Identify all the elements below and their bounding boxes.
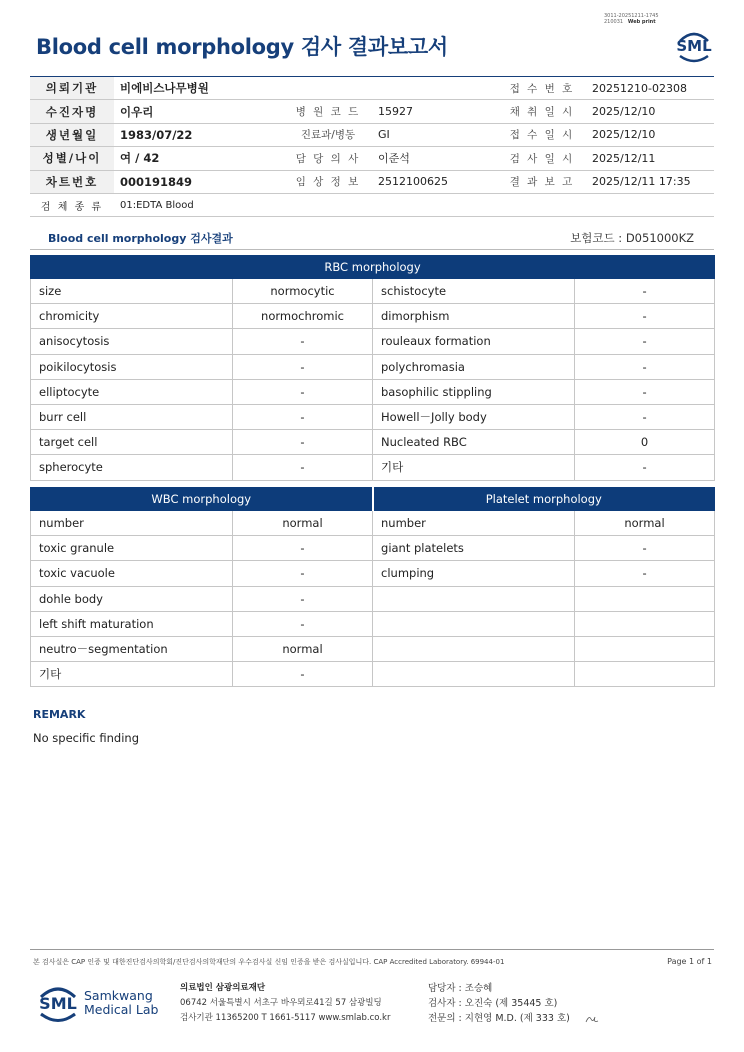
rbc-item-name: elliptocyte [31,379,233,404]
rbc-item-name: target cell [31,430,233,455]
clinical-info-label: 임 상 정 보 [284,170,372,193]
institution-label: 의뢰기관 [30,77,114,100]
receipt-no-label: 접 수 번 호 [498,77,586,100]
department-label: 진료과/병동 [284,123,372,146]
svg-text:SML: SML [39,994,77,1013]
certification-note: 본 검사실은 CAP 인증 및 대한진단검사의학회/진단검사의학재단의 우수검사실 신임 인증을 받은 검사실입니다. CAP Accredited Laboratory. 69944-01 [33,958,505,966]
platelet-item-value [575,636,715,661]
info-row [30,193,714,216]
info-row [30,170,714,193]
clinical-info-value: 2512100625 [372,170,498,193]
wbc-item-value: - [233,662,373,687]
organization-name: 의료법인 삼광의료재단 [180,983,266,993]
wbc-item-value: - [233,586,373,611]
info-row [30,100,714,123]
birth-date-value: 1983/07/22 [114,123,284,146]
report-date-label: 결 과 보 고 [498,170,586,193]
staff-in-charge: 담당자 : 조승혜 [428,983,493,994]
wbc-platelet-morphology-table [30,487,715,687]
examiner: 검사자 : 오진숙 (제 35445 호) [428,998,558,1009]
page-number: Page 1 of 1 [667,957,712,966]
table-row [31,561,715,586]
table-row [31,430,715,455]
rbc-item-name: size [31,279,233,304]
wbc-header: WBC morphology [31,488,373,511]
collection-date-value: 2025/12/10 [586,100,714,123]
table-row [31,536,715,561]
footer-divider [30,949,714,950]
rbc-item-name: polychromasia [373,354,575,379]
wbc-item-value: normal [233,511,373,536]
rbc-item-name: Howell－Jolly body [373,404,575,429]
rbc-item-value: - [233,430,373,455]
rbc-item-name: dimorphism [373,304,575,329]
wbc-item-name: toxic granule [31,536,233,561]
platelet-item-name [373,636,575,661]
table-row [31,455,715,480]
table-row [31,662,715,687]
rbc-item-value: - [575,329,715,354]
wbc-item-name: left shift maturation [31,611,233,636]
rbc-item-value: - [575,354,715,379]
info-row [30,147,714,170]
table-row [31,379,715,404]
platelet-item-value: normal [575,511,715,536]
rbc-item-value: - [575,379,715,404]
document-code-line1: 3011-20251211-1745 [604,13,659,19]
wbc-platelet-header-row [31,488,715,511]
rbc-item-name: anisocytosis [31,329,233,354]
patient-name-value: 이우리 [114,100,284,123]
receipt-date-value: 2025/12/10 [586,123,714,146]
platelet-item-value: - [575,536,715,561]
info-row [30,123,714,146]
patient-info-table [30,76,714,217]
platelet-item-name: clumping [373,561,575,586]
platelet-item-name: number [373,511,575,536]
rbc-item-name: chromicity [31,304,233,329]
rbc-item-value: - [233,404,373,429]
rbc-item-name: burr cell [31,404,233,429]
institution-value: 비에비스나무병원 [114,77,498,100]
test-date-value: 2025/12/11 [586,147,714,170]
rbc-morphology-table [30,255,715,481]
wbc-item-value: - [233,611,373,636]
specimen-label: 검 체 종 류 [30,193,114,216]
doctor-value: 이준석 [372,147,498,170]
table-row [31,279,715,304]
results-section-title: Blood cell morphology 검사결과 [48,232,233,245]
test-date-label: 검 사 일 시 [498,147,586,170]
wbc-item-name: number [31,511,233,536]
signature-icon [584,1013,600,1025]
rbc-item-name: spherocyte [31,455,233,480]
sml-logo-icon [674,26,714,64]
sex-age-value: 여 / 42 [114,147,284,170]
lab-name-line2: Medical Lab [84,1002,159,1017]
platelet-item-value [575,662,715,687]
rbc-item-value: - [575,404,715,429]
table-row [31,586,715,611]
rbc-item-name: rouleaux formation [373,329,575,354]
department-value: GI [372,123,498,146]
platelet-item-name: giant platelets [373,536,575,561]
insurance-code: 보험코드 : D051000KZ [570,231,694,245]
section-divider [30,249,714,250]
rbc-item-value: - [575,455,715,480]
wbc-item-value: normal [233,636,373,661]
wbc-item-value: - [233,561,373,586]
organization-info [180,981,390,1026]
table-row [31,329,715,354]
birth-date-label: 생년월일 [30,123,114,146]
rbc-item-value: normochromic [233,304,373,329]
rbc-item-name: Nucleated RBC [373,430,575,455]
table-row [31,404,715,429]
rbc-item-value: - [233,379,373,404]
specialist: 전문의 : 지현영 M.D. (제 333 호) [428,1013,570,1024]
wbc-item-name: neutro－segmentation [31,636,233,661]
platelet-header: Platelet morphology [373,488,715,511]
rbc-item-value: - [233,354,373,379]
lab-name [84,989,158,1017]
web-print-label: Web print [627,19,656,25]
platelet-item-name [373,586,575,611]
platelet-item-name [373,611,575,636]
rbc-item-name: schistocyte [373,279,575,304]
organization-contact: 검사기관 11365200 T 1661-5117 www.smlab.co.kr [180,1013,391,1023]
sml-footer-logo-icon [36,982,80,1024]
remark-title: REMARK [33,708,86,721]
rbc-item-value: - [575,304,715,329]
receipt-date-label: 접 수 일 시 [498,123,586,146]
sex-age-label: 성별/나이 [30,147,114,170]
rbc-item-value: - [233,329,373,354]
lab-name-line1: Samkwang [84,988,153,1003]
platelet-item-value [575,586,715,611]
patient-name-label: 수진자명 [30,100,114,123]
wbc-item-name: 기타 [31,662,233,687]
rbc-item-name: poikilocytosis [31,354,233,379]
document-code [604,13,659,25]
wbc-item-value: - [233,536,373,561]
remark-text: No specific finding [33,731,140,745]
wbc-item-name: dohle body [31,586,233,611]
wbc-item-name: toxic vacuole [31,561,233,586]
platelet-item-value [575,611,715,636]
platelet-item-value: - [575,561,715,586]
table-row [31,354,715,379]
rbc-item-value: - [575,279,715,304]
table-row [31,611,715,636]
chart-no-label: 차트번호 [30,170,114,193]
page-title: Blood cell morphology 검사 결과보고서 [36,35,448,59]
document-code-line2: 210031 [604,19,624,25]
hospital-code-label: 병 원 코 드 [284,100,372,123]
hospital-code-value: 15927 [372,100,498,123]
platelet-item-name [373,662,575,687]
rbc-item-name: 기타 [373,455,575,480]
doctor-label: 담 당 의 사 [284,147,372,170]
receipt-no-value: 20251210-02308 [586,77,714,100]
rbc-header: RBC morphology [31,256,715,279]
rbc-item-name: basophilic stippling [373,379,575,404]
report-date-value: 2025/12/11 17:35 [586,170,714,193]
chart-no-value: 000191849 [114,170,284,193]
svg-text:SML: SML [676,37,712,55]
specimen-value: 01:EDTA Blood [114,193,714,216]
organization-address: 06742 서울특별시 서초구 바우뫼로41길 57 삼광빌딩 [180,998,382,1008]
staff-info [428,981,570,1026]
collection-date-label: 채 취 일 시 [498,100,586,123]
table-row [31,636,715,661]
rbc-item-value: 0 [575,430,715,455]
rbc-header-row [31,256,715,279]
rbc-item-value: normocytic [233,279,373,304]
info-row [30,77,714,100]
table-row [31,304,715,329]
table-row [31,511,715,536]
rbc-item-value: - [233,455,373,480]
